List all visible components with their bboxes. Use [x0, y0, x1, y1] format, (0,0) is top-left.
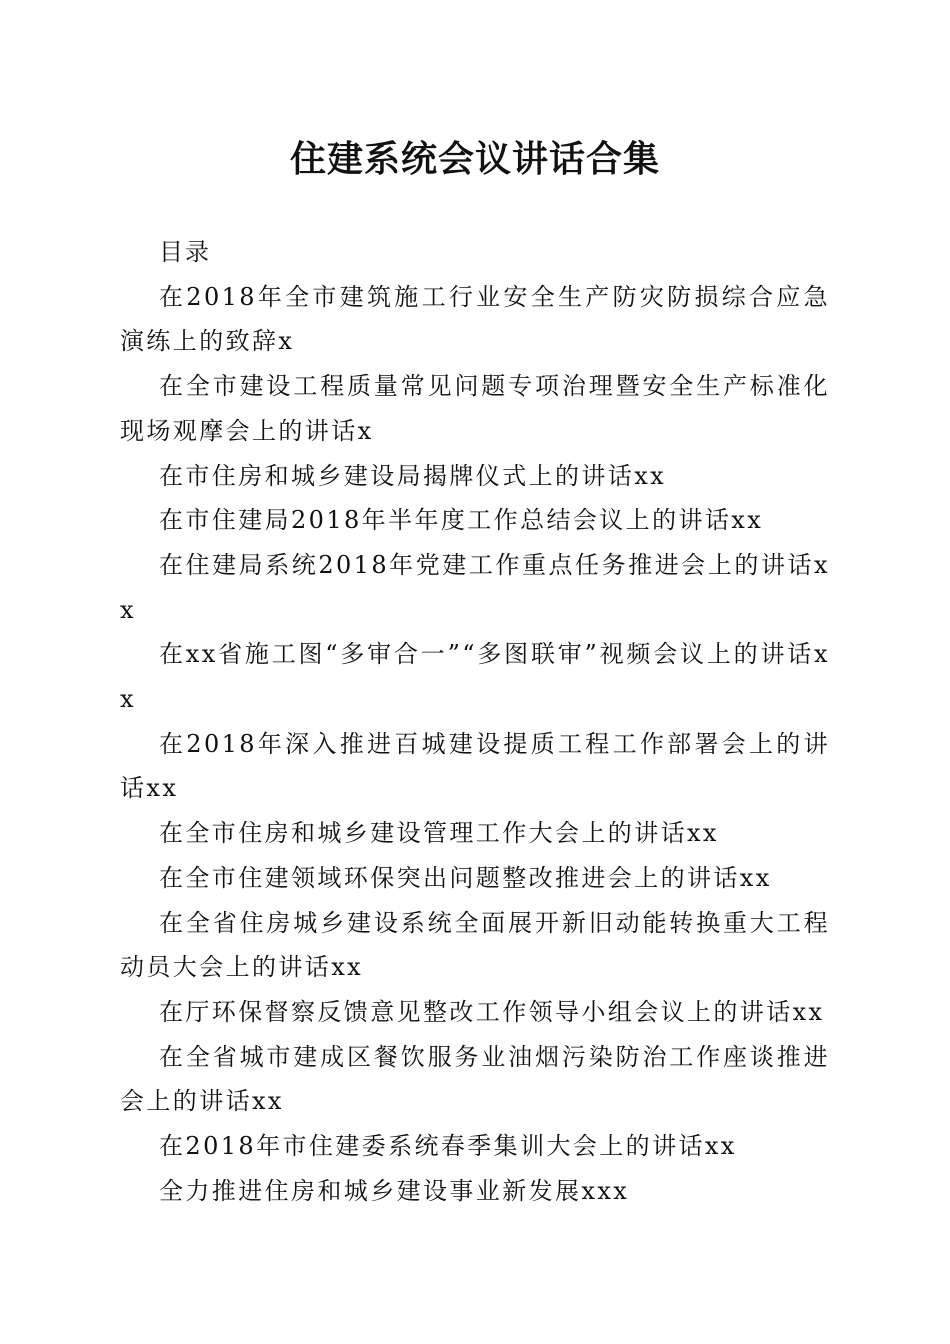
- toc-item: 在市住建局2018年半年度工作总结会议上的讲话xx: [159, 506, 764, 535]
- document-title: 住建系统会议讲话合集: [289, 138, 660, 180]
- table-of-contents: [120, 230, 830, 1213]
- toc-item: 在全省城市建成区餐饮服务业油烟污染防治工作座谈推进会上的讲话xx: [120, 1042, 830, 1116]
- toc-item: 在全省住房城乡建设系统全面展开新旧动能转换重大工程动员大会上的讲话xx: [120, 908, 830, 982]
- toc-item: 在住建局系统2018年党建工作重点任务推进会上的讲话xx: [120, 550, 830, 624]
- toc-item: 在全市建设工程质量常见问题专项治理暨安全生产标准化现场观摩会上的讲话x: [120, 372, 830, 445]
- toc-heading: 目录: [159, 238, 211, 266]
- toc-item: 在2018年深入推进百城建设提质工程工作部署会上的讲话xx: [120, 729, 830, 803]
- toc-item: 在市住房和城乡建设局揭牌仪式上的讲话xx: [159, 461, 667, 490]
- toc-item: 在厅环保督察反馈意见整改工作领导小组会议上的讲话xx: [159, 997, 825, 1026]
- toc-item: 在xx省施工图“多审合一”“多图联审”视频会议上的讲话xx: [120, 640, 830, 714]
- toc-item: 全力推进住房和城乡建设事业新发展xxx: [159, 1176, 630, 1205]
- toc-item: 在全市住房和城乡建设管理工作大会上的讲话xx: [159, 819, 719, 848]
- toc-item: 在全市住建领域环保突出问题整改推进会上的讲话xx: [159, 863, 772, 892]
- toc-item: 在2018年市住建委系统春季集训大会上的讲话xx: [159, 1132, 737, 1161]
- toc-item: 在2018年全市建筑施工行业安全生产防灾防损综合应急演练上的致辞x: [120, 282, 830, 356]
